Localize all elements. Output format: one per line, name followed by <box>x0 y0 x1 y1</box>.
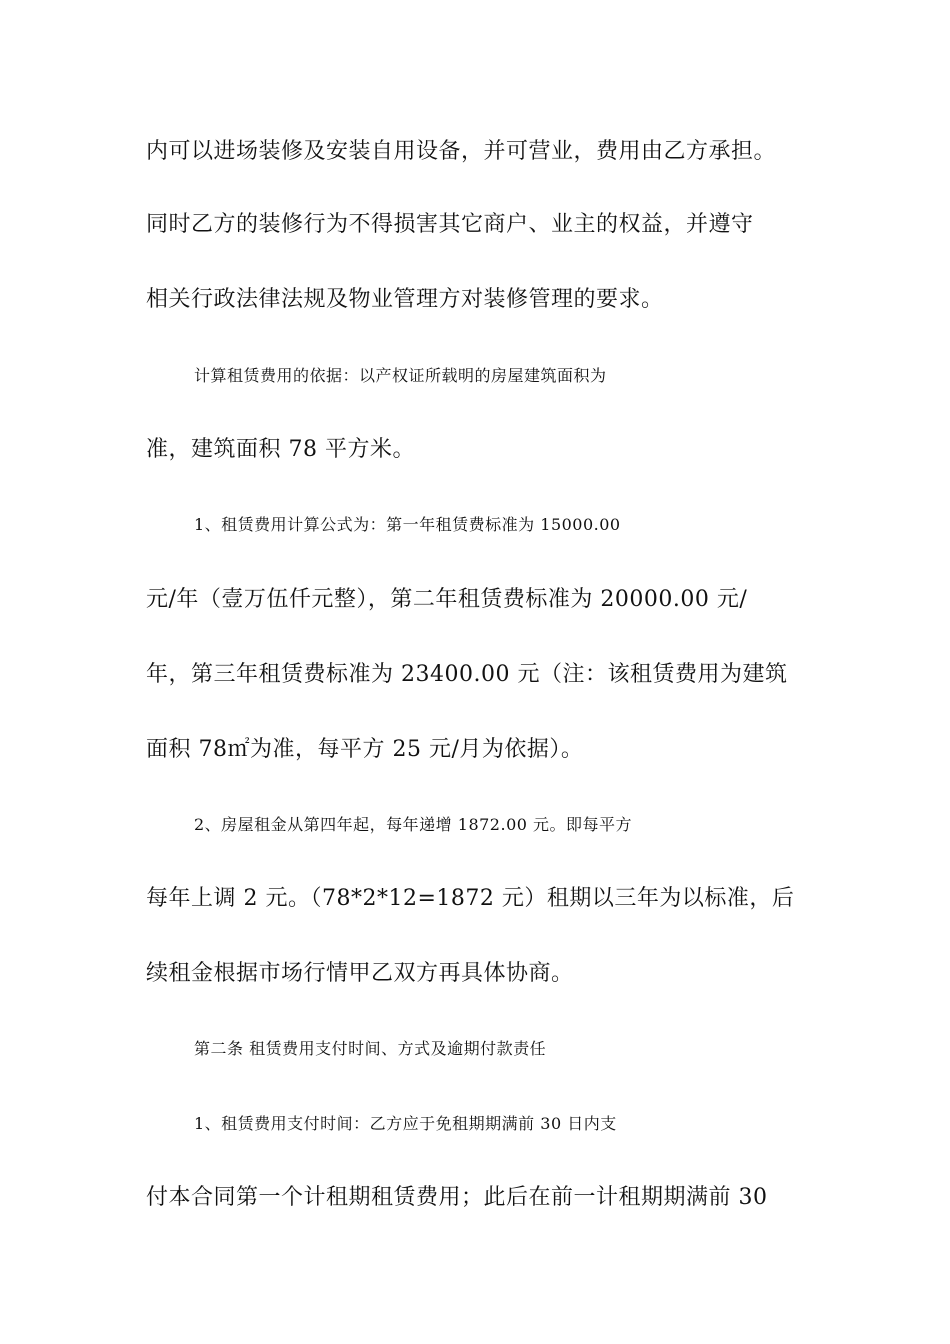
text-line-4: 计算租赁费用的依据：以产权证所载明的房屋建筑面积为 <box>194 366 607 385</box>
text-line-10: 2、房屋租金从第四年起，每年递增 1872.00 元。即每平方 <box>194 815 633 834</box>
text-line-3: 相关行政法律法规及物业管理方对装修管理的要求。 <box>146 287 664 312</box>
text-line-11: 每年上调 2 元。（78*2*12=1872 元）租期以三年为以标准，后 <box>146 886 795 911</box>
text-line-9: 面积 78㎡为准，每平方 25 元/月为依据）。 <box>146 737 584 762</box>
text-line-14: 1、租赁费用支付时间：乙方应于免租期期满前 30 日内支 <box>194 1114 617 1133</box>
section-heading: 第二条 租赁费用支付时间、方式及逾期付款责任 <box>194 1039 547 1058</box>
text-line-6: 1、租赁费用计算公式为：第一年租赁费标准为 15000.00 <box>194 515 621 534</box>
text-line-7: 元/年（壹万伍仟元整），第二年租赁费标准为 20000.00 元/ <box>146 587 748 612</box>
text-line-1: 内可以进场装修及安装自用设备，并可营业，费用由乙方承担。 <box>146 139 777 164</box>
text-line-15: 付本合同第一个计租期租赁费用；此后在前一计租期期满前 30 <box>146 1185 768 1210</box>
text-line-12: 续租金根据市场行情甲乙双方再具体协商。 <box>146 961 574 986</box>
text-line-5: 准，建筑面积 78 平方米。 <box>146 437 415 462</box>
text-line-8: 年，第三年租赁费标准为 23400.00 元（注：该租赁费用为建筑 <box>146 662 788 687</box>
text-line-2: 同时乙方的装修行为不得损害其它商户、业主的权益，并遵守 <box>146 212 754 237</box>
